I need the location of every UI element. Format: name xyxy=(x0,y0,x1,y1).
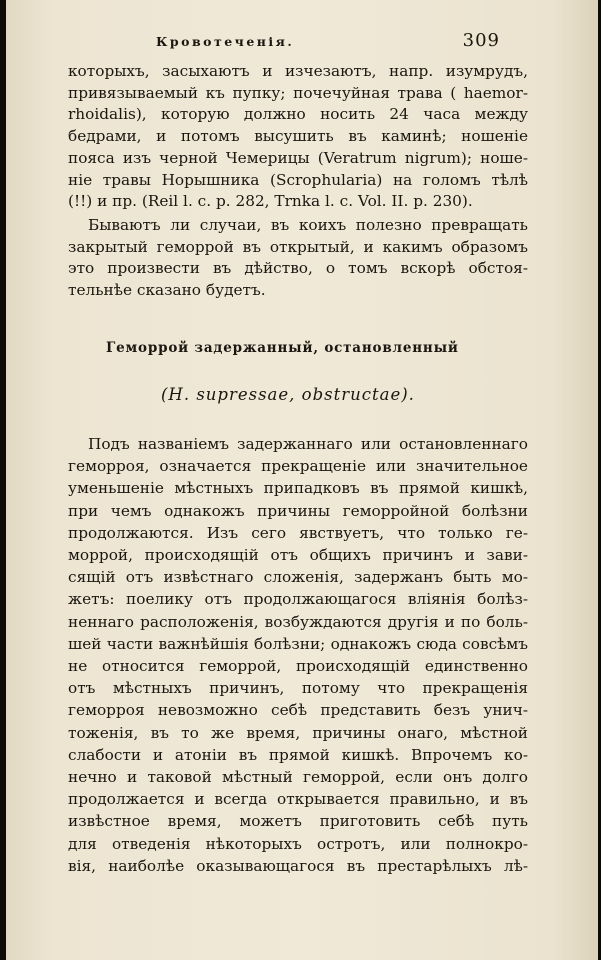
text-line: (!!) и пр. (Reil l. c. p. 282, Trnka l. c. Vol. II. p. 230). xyxy=(68,192,473,211)
text-line: это произвести въ дѣйство, о томъ вскорѣ обстоя- xyxy=(68,259,528,278)
paragraph-3 xyxy=(68,433,528,877)
text-line: которыхъ, засыхаютъ и изчезаютъ, напр. изумрудъ, xyxy=(68,62,528,80)
text-line: Подъ названіемъ задержаннаго или остановленнаго xyxy=(88,435,528,453)
text-line: шей части важнѣйшія болѣзни; однакожъ сюда совсѣмъ xyxy=(68,634,528,653)
text-line: уменьшеніе мѣстныхъ припадковъ въ прямой кишкѣ, xyxy=(68,479,528,498)
text-line: слабости и атоніи въ прямой кишкѣ. Впрочемъ ко- xyxy=(68,745,528,764)
text-line: тельнѣе сказано будетъ. xyxy=(68,281,266,300)
text-line: геморроя, означается прекращеніе или значительное xyxy=(68,457,528,476)
text-line: сящій отъ извѣстнаго сложенія, задержанъ быть мо- xyxy=(68,568,528,587)
text-line: бедрами, и потомъ высушить въ каминѣ; ношеніе xyxy=(68,127,528,146)
text-line: продолжаются. Изъ сего явствуетъ, что только ге- xyxy=(68,523,528,542)
text-line: геморроя невозможно себѣ представить безъ унич- xyxy=(68,701,528,720)
text-line: Бываютъ ли случаи, въ коихъ полезно превращать xyxy=(88,216,528,234)
text-line: неннаго расположенія, возбуждаются другія и по боль- xyxy=(68,612,528,631)
paragraph-1 xyxy=(68,61,528,213)
text-line: для отведенія нѣкоторыхъ остротъ, или полнокро- xyxy=(68,834,528,853)
text-line: при чемъ однакожъ причины геморройной болѣзни xyxy=(68,501,528,520)
text-line: rhoidalis), которую должно носить 24 часа между xyxy=(68,105,528,124)
page-number: 309 xyxy=(462,30,500,51)
book-page xyxy=(6,0,598,960)
text-line: ніе травы Норышника (Scrophularia) на голомъ тѣлѣ xyxy=(68,170,528,189)
text-line: извѣстное время, можетъ приготовить себѣ путь xyxy=(68,812,528,831)
text-line: нечно и таковой мѣстный геморрой, если онъ долго xyxy=(68,768,528,787)
paragraph-2 xyxy=(68,215,528,302)
section-latin-title: (H. supressae, obstructae). xyxy=(161,385,415,404)
text-line: привязываемый къ пупку; почечуйная трава ( haemor- xyxy=(68,83,528,102)
text-line: тоженія, въ то же время, причины онаго, мѣстной xyxy=(68,723,528,742)
text-line: моррой, происходящій отъ общихъ причинъ и зави- xyxy=(68,546,528,565)
text-line: продолжается и всегда открывается правильно, и въ xyxy=(68,790,528,809)
text-line: жетъ: поелику отъ продолжающагося вліянія болѣз- xyxy=(68,590,528,609)
text-line: вія, наиболѣе оказывающагося въ престарѣлыхъ лѣ- xyxy=(68,856,528,875)
text-line: не относится геморрой, происходящій единственно xyxy=(68,657,528,676)
text-line: пояса изъ черной Чемерицы (Veratrum nigrum); ноше- xyxy=(68,148,528,167)
section-heading: Геморрой задержанный, остановленный xyxy=(106,340,459,356)
text-line: закрытый геморрой въ открытый, и какимъ образомъ xyxy=(68,237,528,256)
running-head: Кровотеченія. xyxy=(156,34,295,49)
page-header xyxy=(6,30,598,54)
text-line: отъ мѣстныхъ причинъ, потому что прекращенія xyxy=(68,679,528,698)
